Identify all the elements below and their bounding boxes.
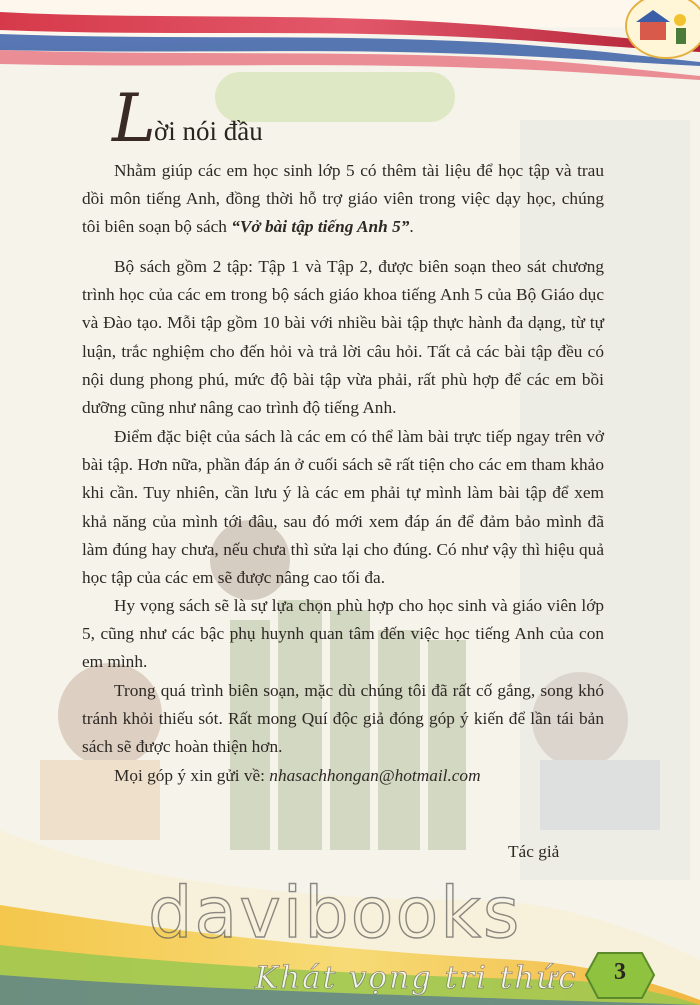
heading-text: ời nói đầu (154, 116, 263, 146)
page-number: 3 (614, 959, 626, 985)
paragraph-3-text: Điểm đặc biệt của sách là các em có thể làm bài trực tiếp ngay trên vở bài tập. Hơn nữa, phần đáp án ở cuối sách sẽ rất tiện cho các em tham khảo khi cần. Tuy nhiên, cần lưu ý là các em phải tự mình làm bài tập để xem khả năng của mình tới đâu, sau đó mới xem đáp án để đảm bảo mình đã làm đúng hay chưa, nếu chưa thì sửa lại cho đúng. Có như vậy thì hiệu quả học tập của các em sẽ được nâng cao tối đa. (82, 427, 604, 588)
heading-initial: L (112, 80, 156, 157)
contact-email-link[interactable]: nhasachhongan@hotmail.com (269, 766, 481, 785)
paragraph-6 (82, 762, 604, 790)
paragraph-4-text: Hy vọng sách sẽ là sự lựa chọn phù hợp cho học sinh và giáo viên lớp 5, cũng như các bậc phụ huynh quan tâm đến việc học tiếng Anh của con em mình. (82, 596, 604, 672)
paragraph-2-text: Bộ sách gồm 2 tập: Tập 1 và Tập 2, được biên soạn theo sát chương trình học của các em trong bộ sách giáo khoa tiếng Anh 5 của Bộ Giáo dục và Đào tạo. Mỗi tập gồm 10 bài với nhiều bài tập thực hành đa dạng, từ tự luận, trắc nghiệm cho đến hỏi và trả lời câu hỏi. Tất cả các bài tập đều có nội dung phong phú, mức độ bài tập vừa phải, rất phù hợp để các em bồi dưỡng cũng như nâng cao trình độ tiếng Anh. (82, 257, 604, 418)
paragraph-1-end: . (409, 217, 414, 237)
paragraph-2 (82, 253, 604, 422)
watermark-slogan: Khát vọng tri thức (255, 960, 578, 996)
watermark-brand: davibooks (148, 872, 522, 954)
paragraph-5-text: Trong quá trình biên soạn, mặc dù chúng tôi đã rất cố gắng, song khó tránh khỏi thiếu sót. Rất mong Quí độc giả đóng góp ý kiến để lần tái bản sách sẽ được hoàn thiện hơn. (82, 681, 604, 757)
page-number-badge (588, 949, 652, 1001)
paragraph-4 (82, 592, 604, 677)
top-ribbon-decoration (0, 0, 700, 80)
contact-label: Mọi góp ý xin gửi về: (114, 766, 270, 785)
paragraph-1-text: Nhằm giúp các em học sinh lớp 5 có thêm tài liệu để học tập và trau dồi môn tiếng Anh, đồng thời hỗ trợ giáo viên trong việc dạy học, chúng tôi biên soạn bộ sách (82, 161, 604, 237)
paragraph-1 (82, 157, 604, 242)
school-emblem-icon (626, 0, 700, 58)
book-title: “Vở bài tập tiếng Anh 5” (231, 217, 410, 237)
paragraph-5 (82, 677, 604, 762)
author-signature: Tác giả (508, 842, 560, 861)
paragraph-3 (82, 423, 604, 592)
